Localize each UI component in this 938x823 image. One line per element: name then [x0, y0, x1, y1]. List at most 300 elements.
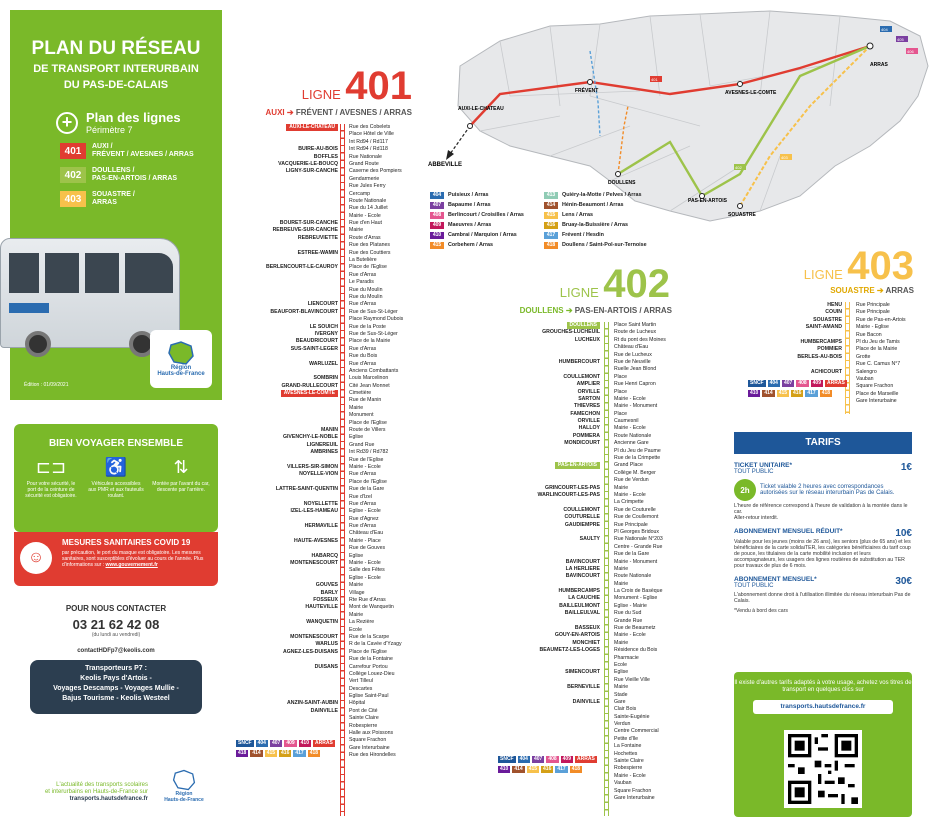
- stop-town: LA CAUCHIE: [568, 595, 600, 602]
- stop-name[interactable]: Rue de Beaumetz: [614, 625, 656, 632]
- correspondance-badge: 415: [778, 390, 788, 396]
- stop-town: ANZIN-SAINT-AUBIN: [286, 700, 338, 707]
- stop-name[interactable]: Caserne des Pompiers: [349, 168, 402, 175]
- stop-town: [496, 677, 600, 684]
- line-403-route: SOUASTRE ➔ ARRAS: [830, 286, 914, 295]
- stop-name[interactable]: Rue du Moulin: [349, 286, 383, 293]
- arrow-right-icon: ➔: [565, 306, 573, 315]
- line-badge: 416: [544, 222, 558, 229]
- map-legend-item[interactable]: [430, 220, 550, 230]
- legend-row-403[interactable]: [60, 191, 222, 207]
- stop-town: REBREUVE-SUR-CANCHE: [272, 227, 338, 234]
- stop-name[interactable]: Pl du Jeu de Tamis: [856, 338, 900, 345]
- stop-name[interactable]: Salle des Fêtes: [349, 567, 385, 574]
- line-badge: 403: [60, 191, 86, 207]
- region-logo-name: Hauts-de-France: [157, 371, 205, 377]
- legend-row-401[interactable]: [60, 143, 222, 159]
- stop-name[interactable]: Route de Lucheux: [614, 329, 657, 336]
- stop-name[interactable]: Robespierre: [614, 765, 643, 772]
- stop-name[interactable]: Collège Louez-Dieu: [349, 670, 395, 677]
- seatbelt-icon: ⊏⊐: [35, 457, 67, 477]
- line-badge: 415: [544, 212, 558, 219]
- stop-name[interactable]: Place de l'Eglise: [349, 478, 387, 485]
- stop-name[interactable]: Rue du Bois: [349, 353, 378, 360]
- covid-panel: [14, 532, 218, 586]
- stop-town: [236, 516, 338, 523]
- stop-name[interactable]: Mairie: [614, 484, 629, 491]
- correspondance-badge: 418: [821, 390, 831, 396]
- stop-name[interactable]: Rue des Platanes: [349, 242, 390, 249]
- stop-town: BAILLEULMONT: [559, 602, 600, 609]
- stop-name[interactable]: Eglise: [349, 434, 364, 441]
- stop-name[interactable]: Int Rd39 / Rd782: [349, 449, 389, 456]
- stop-name[interactable]: Rue du Moulin: [349, 293, 383, 300]
- covid-link[interactable]: www.gouvernement.fr: [105, 562, 158, 568]
- stop-name[interactable]: Rue de la Gare: [349, 486, 385, 493]
- correspondance-badge: 418: [309, 750, 319, 756]
- stop-name[interactable]: Rue Henri Capron: [614, 381, 656, 388]
- contact-email[interactable]: contactHDFp7@keolis.com: [77, 648, 155, 654]
- france-map-icon: [166, 341, 196, 365]
- stop-name[interactable]: Centre - Grande Rue: [614, 543, 663, 550]
- map-legend-item[interactable]: [544, 210, 684, 220]
- stop-town: MONTENESCOURT: [290, 633, 338, 640]
- transporteurs-title: Transporteurs P7 :: [85, 665, 147, 672]
- stop-name[interactable]: Place de la Mairie: [349, 338, 391, 345]
- stop-name[interactable]: Rue de l'Eglise: [349, 456, 384, 463]
- stop-name[interactable]: Route Nationale: [614, 432, 652, 439]
- stop-name[interactable]: Rte Rue d'Arras: [349, 597, 386, 603]
- stop-name[interactable]: Mairie: [614, 580, 629, 587]
- correspondance-badge: SNCF: [750, 380, 764, 386]
- stop-name[interactable]: Pont de Cité: [349, 707, 378, 714]
- stop-name[interactable]: Eglise Saint-Paul: [349, 693, 389, 700]
- line-badge: 414: [544, 202, 558, 209]
- qr-code-icon[interactable]: [784, 730, 862, 808]
- stop-name[interactable]: Place: [614, 373, 627, 380]
- stop-name[interactable]: Mairie - Ecole: [614, 395, 646, 402]
- stop-name[interactable]: Caumesnil: [614, 418, 639, 425]
- stop-name[interactable]: Place de l'Eglise: [349, 419, 387, 426]
- stop-name[interactable]: Rue Bacon: [856, 331, 882, 338]
- stop-name[interactable]: Gare: [614, 698, 626, 705]
- line-402-correspondances-2: [498, 766, 582, 773]
- stop-town: [748, 332, 842, 339]
- line-402-correspondances: [498, 756, 597, 763]
- legend-text: DOULLENS / PAS-EN-ARTOIS / ARRAS: [92, 167, 178, 182]
- stop-name[interactable]: Clair Bois: [614, 706, 637, 713]
- stop-town: [496, 344, 600, 351]
- stop-town: [236, 353, 338, 360]
- stop-town: [496, 692, 600, 699]
- stop-name[interactable]: Rue d'Arras: [349, 301, 377, 308]
- stop-name[interactable]: Rue des Cobelets: [349, 124, 391, 130]
- stop-name[interactable]: Mairie - Ecole: [614, 772, 646, 779]
- transporteurs-box: [30, 660, 202, 714]
- stop-town: [496, 499, 600, 506]
- stop-name[interactable]: Rue Principale: [614, 521, 648, 528]
- stop-town: BOFFLES: [313, 153, 338, 160]
- stop-town: DAINVILLE: [572, 698, 600, 705]
- stop-town: HENU: [827, 302, 842, 308]
- map-legend-item[interactable]: [544, 190, 684, 200]
- stop-name[interactable]: Louis Marcelinon: [349, 375, 389, 382]
- stop-name[interactable]: Grand Rue: [349, 441, 375, 448]
- stop-name[interactable]: Eglise - Ecole: [349, 574, 381, 581]
- stop-name[interactable]: Square Frachon: [856, 383, 894, 390]
- map-legend-right: [544, 190, 684, 250]
- stop-name[interactable]: Rue de la Crimpette: [614, 455, 661, 462]
- stop-name[interactable]: Rue de la Poste: [349, 323, 386, 330]
- stop-town: HERMAVILLE: [304, 523, 338, 530]
- stop-name[interactable]: Eglise - Ecole: [349, 508, 381, 515]
- stop-name[interactable]: Sainte-Eugénie: [614, 713, 650, 720]
- map-legend-text: Maeuvres / Arras: [448, 222, 492, 228]
- stop-name[interactable]: Gare Interurbaine: [614, 795, 655, 801]
- stop-name[interactable]: Ecole: [349, 626, 362, 633]
- stop-name[interactable]: Place de l'Eglise: [349, 648, 387, 655]
- stop-name[interactable]: Sainte Claire: [349, 715, 379, 722]
- stop-town: BAVINCOURT: [565, 558, 600, 565]
- line-402-stops: [614, 322, 674, 802]
- stop-name[interactable]: Cité Jean Monnet: [349, 382, 390, 389]
- stop-town: BEAUDRICOURT: [295, 338, 338, 345]
- stop-name[interactable]: Rue d'Arras: [349, 500, 377, 507]
- stop-name[interactable]: Centre Commercial: [614, 728, 659, 735]
- stop-town: HUMBERCAMPS: [800, 338, 842, 345]
- stop-town: [748, 361, 842, 368]
- stop-name[interactable]: Mairie - Ecole: [614, 632, 646, 639]
- stop-name[interactable]: La Rezière: [349, 619, 375, 626]
- stop-name[interactable]: Rue d'Izel: [349, 493, 372, 500]
- correspondance-badge: 414: [764, 390, 773, 396]
- stop-name[interactable]: Sainte Claire: [614, 758, 644, 765]
- stop-town: ESTREE-WAMIN: [297, 249, 338, 256]
- stop-name[interactable]: Carrefour Portou: [349, 663, 388, 670]
- transporteurs-line-3: Bajus Tourisme - Keolis Westeel: [62, 695, 170, 702]
- stop-name[interactable]: Mairie: [349, 227, 364, 234]
- stop-name[interactable]: Anciens Combattants: [349, 367, 399, 374]
- stop-town: [496, 366, 600, 373]
- stop-name[interactable]: Int Rd94 / Rd118: [349, 146, 388, 153]
- stop-name[interactable]: Petite d'Ile: [614, 735, 639, 742]
- stop-name[interactable]: Ancienne Gare: [614, 440, 649, 447]
- stop-name[interactable]: Stade: [614, 691, 628, 698]
- town-tag: PAS-EN-ARTOIS: [555, 462, 600, 469]
- stop-town: [496, 618, 600, 625]
- stop-town: [236, 294, 338, 301]
- line-403-stops: [856, 302, 914, 405]
- map-legend-item[interactable]: [430, 240, 550, 250]
- stop-town: [236, 545, 338, 552]
- stop-town: GRAND-RULLECOURT: [281, 382, 338, 389]
- stop-name[interactable]: Mairie: [349, 582, 364, 589]
- stop-name[interactable]: Rue de la Gare: [614, 551, 650, 558]
- stop-town: VACQUERIE-LE-BOUCQ: [278, 160, 338, 167]
- stop-name[interactable]: Square Frachon: [349, 737, 387, 744]
- stop-name[interactable]: Résidence du Bois: [614, 647, 658, 654]
- stop-name[interactable]: Mairie: [349, 404, 364, 411]
- stop-name[interactable]: Mairie: [614, 684, 629, 691]
- stop-name[interactable]: Mairie - Ecole: [614, 425, 646, 432]
- stop-name[interactable]: Collège M. Berger: [614, 469, 656, 476]
- stop-name[interactable]: Int Rd94 / Rd117: [349, 138, 388, 145]
- stop-name[interactable]: Grand Route: [349, 160, 379, 167]
- stop-name[interactable]: Château d'Eau: [614, 344, 649, 351]
- stop-name[interactable]: Place Hôtel de Ville: [349, 131, 394, 138]
- stop-name[interactable]: Château d'Eau: [349, 530, 384, 537]
- stop-name[interactable]: La Fontaine: [614, 743, 642, 750]
- stop-town: [496, 477, 600, 484]
- stop-name[interactable]: Rue de Verdun: [614, 477, 649, 484]
- stop-name[interactable]: Rue de Neuville: [614, 358, 651, 365]
- stop-town: [236, 612, 338, 619]
- map-legend-item[interactable]: [544, 230, 684, 240]
- stop-name[interactable]: Rue Vieille Ville: [614, 676, 650, 683]
- stop-name[interactable]: Hochettes: [614, 750, 638, 757]
- stop-town: BEAUMETZ-LES-LOGES: [539, 647, 600, 654]
- stop-name[interactable]: Rue Nationale: [349, 153, 382, 160]
- stop-name[interactable]: Rue de Sus-St-Léger: [349, 330, 398, 337]
- stop-name[interactable]: La Croix de Basèque: [614, 588, 663, 595]
- stop-town: MANIN: [320, 427, 338, 434]
- map-legend-item[interactable]: [430, 230, 550, 240]
- stop-name[interactable]: Rue d'Arras: [349, 523, 377, 530]
- stop-name[interactable]: Route d'Arras: [349, 234, 381, 241]
- stop-town: [236, 567, 338, 574]
- stop-name[interactable]: Rue de la Fontaine: [349, 656, 393, 663]
- stop-town: POMMIER: [817, 346, 842, 353]
- map-legend-item[interactable]: [544, 220, 684, 230]
- stop-town: [496, 581, 600, 588]
- stop-name[interactable]: Mairie - Monument: [614, 403, 658, 410]
- stop-town: REBREUVIETTE: [297, 234, 338, 241]
- line-badge: 415: [430, 242, 444, 249]
- line-badge: 404: [430, 192, 444, 199]
- stop-name[interactable]: Monument - Eglise: [614, 595, 658, 602]
- line-badge: 418: [544, 242, 558, 249]
- stop-name[interactable]: Rue du 14 Juillet: [349, 205, 388, 212]
- stop-name[interactable]: Place de Marseille: [856, 390, 899, 397]
- stop-name[interactable]: Rue d'Arras: [349, 360, 377, 367]
- stop-town: [236, 205, 338, 212]
- stop-town: [236, 213, 338, 220]
- stop-name[interactable]: Monument: [349, 412, 374, 419]
- stop-name[interactable]: Ruelle Jean Blond: [614, 366, 657, 373]
- stop-name[interactable]: Cimetière: [349, 390, 372, 397]
- stop-name[interactable]: Rue de Sus-St-Léger: [349, 308, 398, 315]
- stop-name[interactable]: Hôpital: [349, 700, 366, 707]
- correspondance-badge: 414: [252, 750, 261, 756]
- stop-name[interactable]: Descartes: [349, 685, 373, 692]
- stop-name[interactable]: Rue des Couttiers: [349, 249, 391, 256]
- map-legend-text: Berlincourt / Croisilles / Arras: [448, 212, 524, 218]
- stop-name[interactable]: Robespierre: [349, 722, 378, 729]
- line-402-header: LIGNE 402: [559, 262, 670, 306]
- correspondance-badge: 410: [500, 766, 509, 772]
- stop-town: IVERGNY: [314, 330, 338, 337]
- map-legend-item[interactable]: [430, 200, 550, 210]
- web-link[interactable]: transports.hautsdefrance.fr: [753, 700, 893, 714]
- stop-name[interactable]: Mairie: [614, 565, 629, 572]
- stop-name[interactable]: Gare Interurbaine: [856, 398, 897, 405]
- stop-name[interactable]: Vert Tilleul: [349, 678, 373, 685]
- plus-icon: +: [56, 112, 78, 134]
- stop-name[interactable]: Rue Principale: [856, 302, 890, 308]
- stop-name[interactable]: Rue C. Camus N°7: [856, 361, 901, 368]
- stop-town: BERLES-AU-BOIS: [797, 353, 842, 360]
- stop-name[interactable]: Mairie - Ecole: [349, 560, 381, 567]
- stop-name[interactable]: Rue d'Arras: [349, 471, 377, 478]
- stop-name[interactable]: Mairie - Eglise: [856, 324, 889, 331]
- tarifs-title: TARIFS: [734, 432, 912, 454]
- web-panel: [734, 672, 912, 817]
- stop-name[interactable]: Route Nationale: [614, 573, 652, 580]
- stop-name[interactable]: Grotte: [856, 353, 871, 360]
- arrow-icon: [446, 150, 454, 160]
- stop-name[interactable]: Rue Jules Ferry: [349, 183, 386, 190]
- voyager-item-boarding: ⇅ Montée par l'avant du car, descente par l'arrière.: [152, 457, 210, 493]
- stop-name[interactable]: Rue de Lucheux: [614, 351, 652, 358]
- stop-name[interactable]: Rue d'Arras: [349, 345, 377, 352]
- stop-name[interactable]: La Crimpette: [614, 499, 644, 506]
- stop-town: ACHICOURT: [810, 368, 842, 375]
- stop-name[interactable]: Route de Villers: [349, 427, 386, 434]
- stop-name[interactable]: Rt du pont des Moines: [614, 336, 666, 343]
- stop-name[interactable]: Rue de Gouves: [349, 545, 386, 552]
- stop-name[interactable]: Salengro: [856, 368, 877, 375]
- stop-name[interactable]: Vauban: [856, 375, 874, 382]
- stop-name[interactable]: Place: [614, 388, 627, 395]
- stop-town: [236, 678, 338, 685]
- stop-name[interactable]: Mairie - Ecole: [349, 463, 381, 470]
- town-tag: AUXI-LE-CHATEAU: [286, 124, 338, 131]
- stop-name[interactable]: Rue d'Agnez: [349, 515, 379, 522]
- stop-name[interactable]: Pl du Jeu de Paume: [614, 447, 661, 454]
- stop-town: SAINT-AMAND: [805, 324, 842, 331]
- stop-name[interactable]: Rue de Pas-en-Artois: [856, 316, 906, 323]
- stop-name[interactable]: Eglise: [349, 552, 364, 559]
- contact-phone[interactable]: 03 21 62 42 08: [72, 617, 160, 632]
- stop-name[interactable]: Rue de Coullemont: [614, 514, 659, 521]
- stop-name[interactable]: Mairie: [614, 639, 629, 646]
- stop-town: [236, 671, 338, 678]
- correspondance-badge: 409: [286, 740, 295, 746]
- stop-name[interactable]: Mairie - Ecole: [349, 212, 381, 219]
- stop-name[interactable]: Rue d'en Haut: [349, 220, 383, 227]
- stop-name[interactable]: Vauban: [614, 780, 632, 787]
- mask-icon: ☺: [20, 542, 52, 574]
- map-legend-item[interactable]: [544, 200, 684, 210]
- stop-town: BERNEVILLE: [567, 684, 600, 691]
- stop-name[interactable]: Mont de Wanquetin: [349, 604, 394, 611]
- stop-name[interactable]: Place: [614, 410, 627, 417]
- line-badge: 410: [430, 232, 444, 239]
- stop-town: HAUTE-AVESNES: [293, 537, 338, 544]
- stop-town: LE SOUICH: [309, 323, 338, 330]
- map-place-pas-en-artois: PAS-EN-ARTOIS: [688, 198, 727, 204]
- stop-town: [236, 397, 338, 404]
- legend-row-402[interactable]: [60, 167, 222, 183]
- map-place-abbeville: ABBEVILLE: [428, 162, 463, 168]
- stop-name[interactable]: Rue de Couturelle: [614, 506, 656, 513]
- correspondance-badge: 415: [528, 766, 538, 772]
- stop-name[interactable]: Grande Rue: [614, 617, 643, 624]
- map-legend-item[interactable]: [544, 240, 684, 250]
- stop-town: [496, 529, 600, 536]
- stop-town: WARLUZEL: [309, 360, 338, 367]
- stop-name[interactable]: Mairie - Monument: [614, 558, 658, 565]
- correspondance-badge: 416: [793, 390, 802, 396]
- stop-name[interactable]: Gare Interurbaine: [349, 744, 390, 751]
- stop-name[interactable]: Rue d'Arras: [349, 271, 377, 278]
- stop-name[interactable]: Cercamp: [349, 190, 371, 197]
- stop-town: [236, 686, 338, 693]
- stop-name[interactable]: Rue des Hirondelles: [349, 752, 396, 759]
- svg-text:405: 405: [897, 37, 904, 42]
- stop-name[interactable]: Village: [349, 589, 365, 596]
- stop-name[interactable]: Rue de la Scarpe: [349, 633, 390, 640]
- stop-name[interactable]: Gendarmerie: [349, 175, 380, 182]
- stop-town: [236, 457, 338, 464]
- stop-name[interactable]: Place de l'Eglise: [349, 264, 387, 271]
- stop-town: [236, 420, 338, 427]
- stop-name[interactable]: Verdun: [614, 721, 631, 728]
- footer-link[interactable]: transports.hautsdefrance.fr: [69, 796, 148, 802]
- stop-town: GROUCHES-LUCHEUIL: [542, 329, 600, 336]
- stop-name[interactable]: Place de la Mairie: [856, 346, 898, 353]
- stop-name[interactable]: Rue Nationale N°203: [614, 536, 663, 543]
- stop-name[interactable]: Pl Georges Bridoux: [614, 528, 659, 535]
- stop-town: COUTURELLE: [564, 514, 600, 521]
- stop-name[interactable]: Place Saint Martin: [614, 322, 657, 328]
- stop-town: LUCHEUX: [574, 336, 600, 343]
- stop-name[interactable]: Grand Place: [614, 462, 643, 469]
- plan-subtitle-1: DE TRANSPORT INTERURBAIN: [33, 63, 199, 75]
- stop-name[interactable]: Mairie - Place: [349, 537, 381, 544]
- stop-town: [236, 183, 338, 190]
- contact-hours: (du lundi au vendredi): [91, 632, 141, 638]
- stop-name[interactable]: Rue Principale: [856, 309, 890, 316]
- stop-name[interactable]: Mairie: [349, 611, 364, 618]
- stop-name[interactable]: Le Paradis: [349, 279, 374, 286]
- stop-name[interactable]: Square Frachon: [614, 787, 652, 794]
- stop-name[interactable]: Place Raymond Dubois: [349, 316, 404, 323]
- stop-name[interactable]: R de la Cavée d'Yzagy: [349, 641, 402, 648]
- map-legend-text: Frévent / Hesdin: [562, 232, 604, 238]
- stop-name[interactable]: Pharmacie: [614, 654, 639, 661]
- stop-name[interactable]: Rue de Manin: [349, 397, 382, 404]
- stop-town: IZEL-LES-HAMEAU: [290, 508, 338, 515]
- stop-name[interactable]: Eglise: [614, 669, 629, 676]
- stop-name[interactable]: Mairie - Ecole: [614, 491, 646, 498]
- stop-name[interactable]: Eglise - Mairie: [614, 602, 647, 609]
- stop-name[interactable]: Halle aux Poissons: [349, 730, 394, 737]
- correspondance-badge: 409: [812, 380, 821, 386]
- correspondance-badge: 407: [783, 380, 793, 386]
- stop-town: GAUDIEMPRE: [564, 521, 600, 528]
- stop-town: [496, 352, 600, 359]
- line-401-towns: [236, 124, 338, 715]
- map-legend-item[interactable]: [430, 210, 550, 220]
- map-legend-item[interactable]: [430, 190, 550, 200]
- stop-name[interactable]: Rue du Sud: [614, 610, 642, 617]
- stop-name[interactable]: La Butelière: [349, 257, 377, 264]
- transporteurs-line-2: Voyages Descamps - Voyages Mullie -: [53, 685, 179, 692]
- stop-name[interactable]: Route Nationale: [349, 197, 387, 204]
- stop-name[interactable]: Ecole: [614, 661, 627, 668]
- stop-town: HABARCQ: [311, 552, 338, 559]
